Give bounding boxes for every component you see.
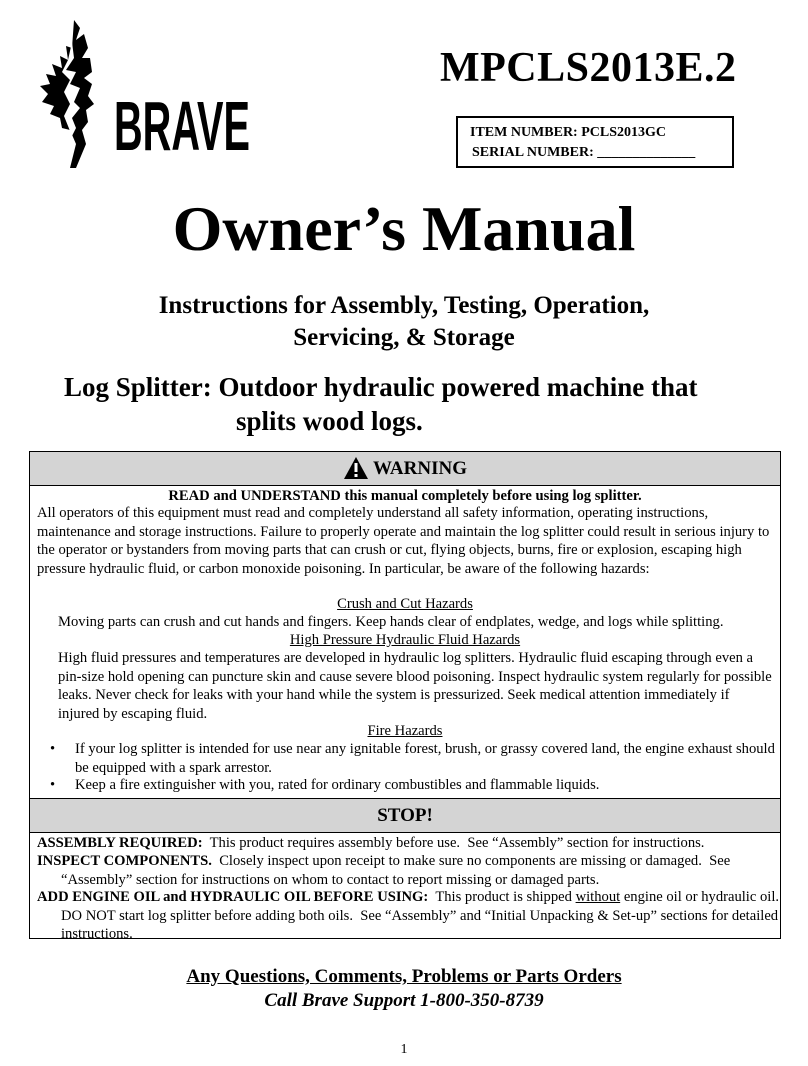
inspect-label: INSPECT COMPONENTS. — [37, 853, 212, 869]
stop-header: STOP! — [377, 805, 433, 826]
subtitle-line-1: Instructions for Assembly, Testing, Operation, — [158, 292, 650, 319]
inspect-components-note — [37, 852, 803, 889]
read-instruction: READ and UNDERSTAND this manual completely before using log splitter. — [168, 488, 642, 504]
warning-icon — [343, 456, 369, 480]
brand-wordmark: BRAVE — [114, 87, 250, 165]
subtitle-line-2: Servicing, & Storage — [293, 324, 515, 351]
questions-heading: Any Questions, Comments, Problems or Parts Orders — [186, 966, 622, 987]
brave-logo — [36, 18, 254, 170]
bullet-icon: • — [50, 777, 56, 793]
item-number-box — [456, 116, 734, 168]
item-number: ITEM NUMBER: PCLS2013GC — [470, 125, 667, 140]
assembly-text: This product requires assembly before use. See “Assembly” section for instructions. — [202, 835, 705, 851]
warning-header-bar — [30, 452, 780, 486]
oil-text-2: engine oil or hydraulic oil. DO NOT start log splitter before adding both oils. See “Assembly” and “Initial Unpacking & Set-up” sections for detailed instructions. — [61, 889, 783, 942]
fire-hazard-heading: Fire Hazards — [367, 723, 443, 739]
oil-text-1: This product is shipped — [428, 889, 576, 905]
assembly-required-note — [37, 834, 704, 853]
assembly-label: ASSEMBLY REQUIRED: — [37, 835, 203, 851]
bullet-icon: • — [50, 741, 56, 757]
hydraulic-hazard-text: High fluid pressures and temperatures are developed in hydraulic log splitters. Hydraulic fluid escaping through even a pin-size hold opening can puncture skin and cause severe blood poisoning. Inspect hydraulic system regularly for possible leaks. Never check for leaks with your hand while the system is pressurized. Seek medical attention immediately if injured by escaping fluid. — [58, 650, 772, 722]
add-oil-note — [37, 888, 803, 944]
oil-text-underlined: without — [575, 889, 621, 905]
description-line-2: splits wood logs. — [236, 406, 423, 436]
serial-number: SERIAL NUMBER: ______________ — [472, 145, 696, 160]
fire-bullet-text: Keep a fire extinguisher with you, rated for ordinary combustibles and flammable liquids. — [75, 777, 600, 793]
warning-header: WARNING — [373, 458, 467, 479]
fire-bullet-item — [50, 776, 775, 795]
description-line-1: Log Splitter: Outdoor hydraulic powered machine that — [64, 372, 698, 402]
model-number: MPCLS2013E.2 — [440, 45, 737, 91]
hydraulic-hazard-heading: High Pressure Hydraulic Fluid Hazards — [289, 632, 521, 648]
inspect-text: Closely inspect upon receipt to make sure no components are missing or damaged. See “Assembly” section for instructions on whom to contact to report missing or damaged parts. — [61, 853, 734, 888]
safety-table — [29, 451, 783, 942]
fire-bullet-text: If your log splitter is intended for use near any ignitable forest, brush, or grassy covered land, the engine exhaust should be equipped with a spark arrestor. — [75, 741, 775, 776]
stop-header-bar — [30, 798, 780, 833]
warning-intro: All operators of this equipment must read and completely understand all safety information, operating instructions, maintenance and storage instructions. Failure to properly operate and maintain the log splitter could result in serious injury to the operator or bystanders from moving parts that can crush or cut, flying objects, burns, fire or explosion, escaping high pressure hydraulic fluid, or carbon monoxide poisoning. In particular, be aware of the following hazards: — [37, 505, 770, 577]
page-number: 1 — [400, 1042, 408, 1057]
crush-hazard-heading: Crush and Cut Hazards — [337, 596, 473, 612]
fire-bullet-item — [50, 740, 775, 777]
crush-hazard-text: Moving parts can crush and cut hands and fingers. Keep hands clear of endplates, wedge, and logs while splitting. — [58, 614, 724, 630]
support-phone: Call Brave Support 1-800-350-8739 — [264, 990, 544, 1011]
page-title: Owner’s Manual — [172, 193, 636, 264]
oil-label: ADD ENGINE OIL and HYDRAULIC OIL BEFORE USING: — [37, 889, 429, 905]
subtitle — [0, 290, 808, 354]
